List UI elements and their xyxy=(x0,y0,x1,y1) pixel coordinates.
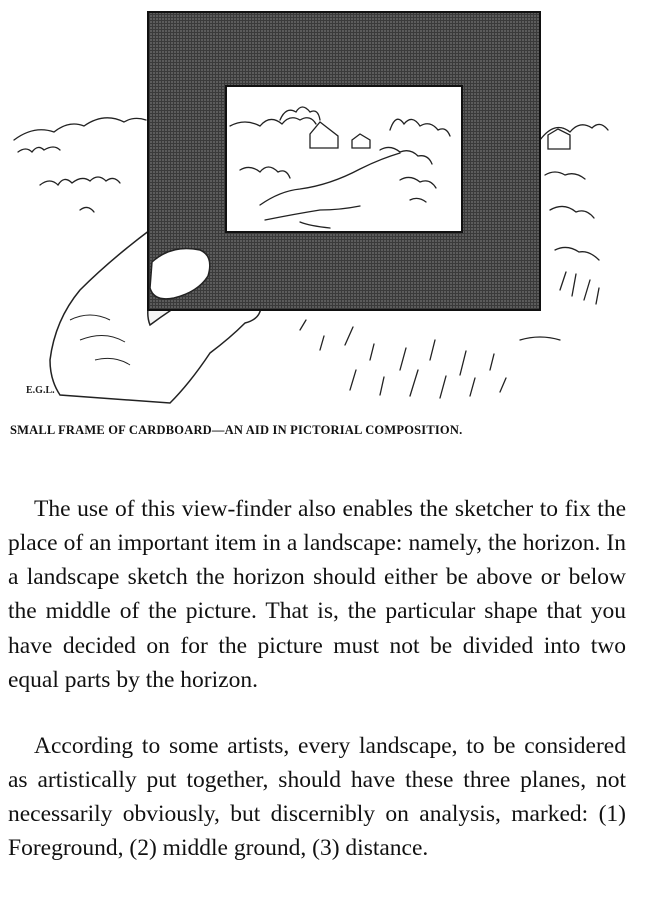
artist-signature: E.G.L. xyxy=(26,385,55,396)
body-paragraph-1: The use of this view-finder also enables the sketcher to fix the place of an important item in a landscape: namely, the horizon. In a landscape sketch the horizon should either be above or below the middle of the picture. That is, the particular shape that you have decided on for the picture must not be divided into two equal parts by the horizon. xyxy=(8,495,626,693)
frame-window xyxy=(226,86,462,232)
figure-caption: SMALL FRAME OF CARDBOARD—AN AID IN PICTORIAL COMPOSITION. xyxy=(10,423,463,437)
body-paragraph-2: According to some artists, every landscape, to be considered as artistically put together, should have these three planes, not necessarily obviously, but discernibly on analysis, marked: (1) Foreground, (2) middle ground, (3) distance. xyxy=(8,732,626,862)
view-finder-illustration xyxy=(0,0,650,410)
